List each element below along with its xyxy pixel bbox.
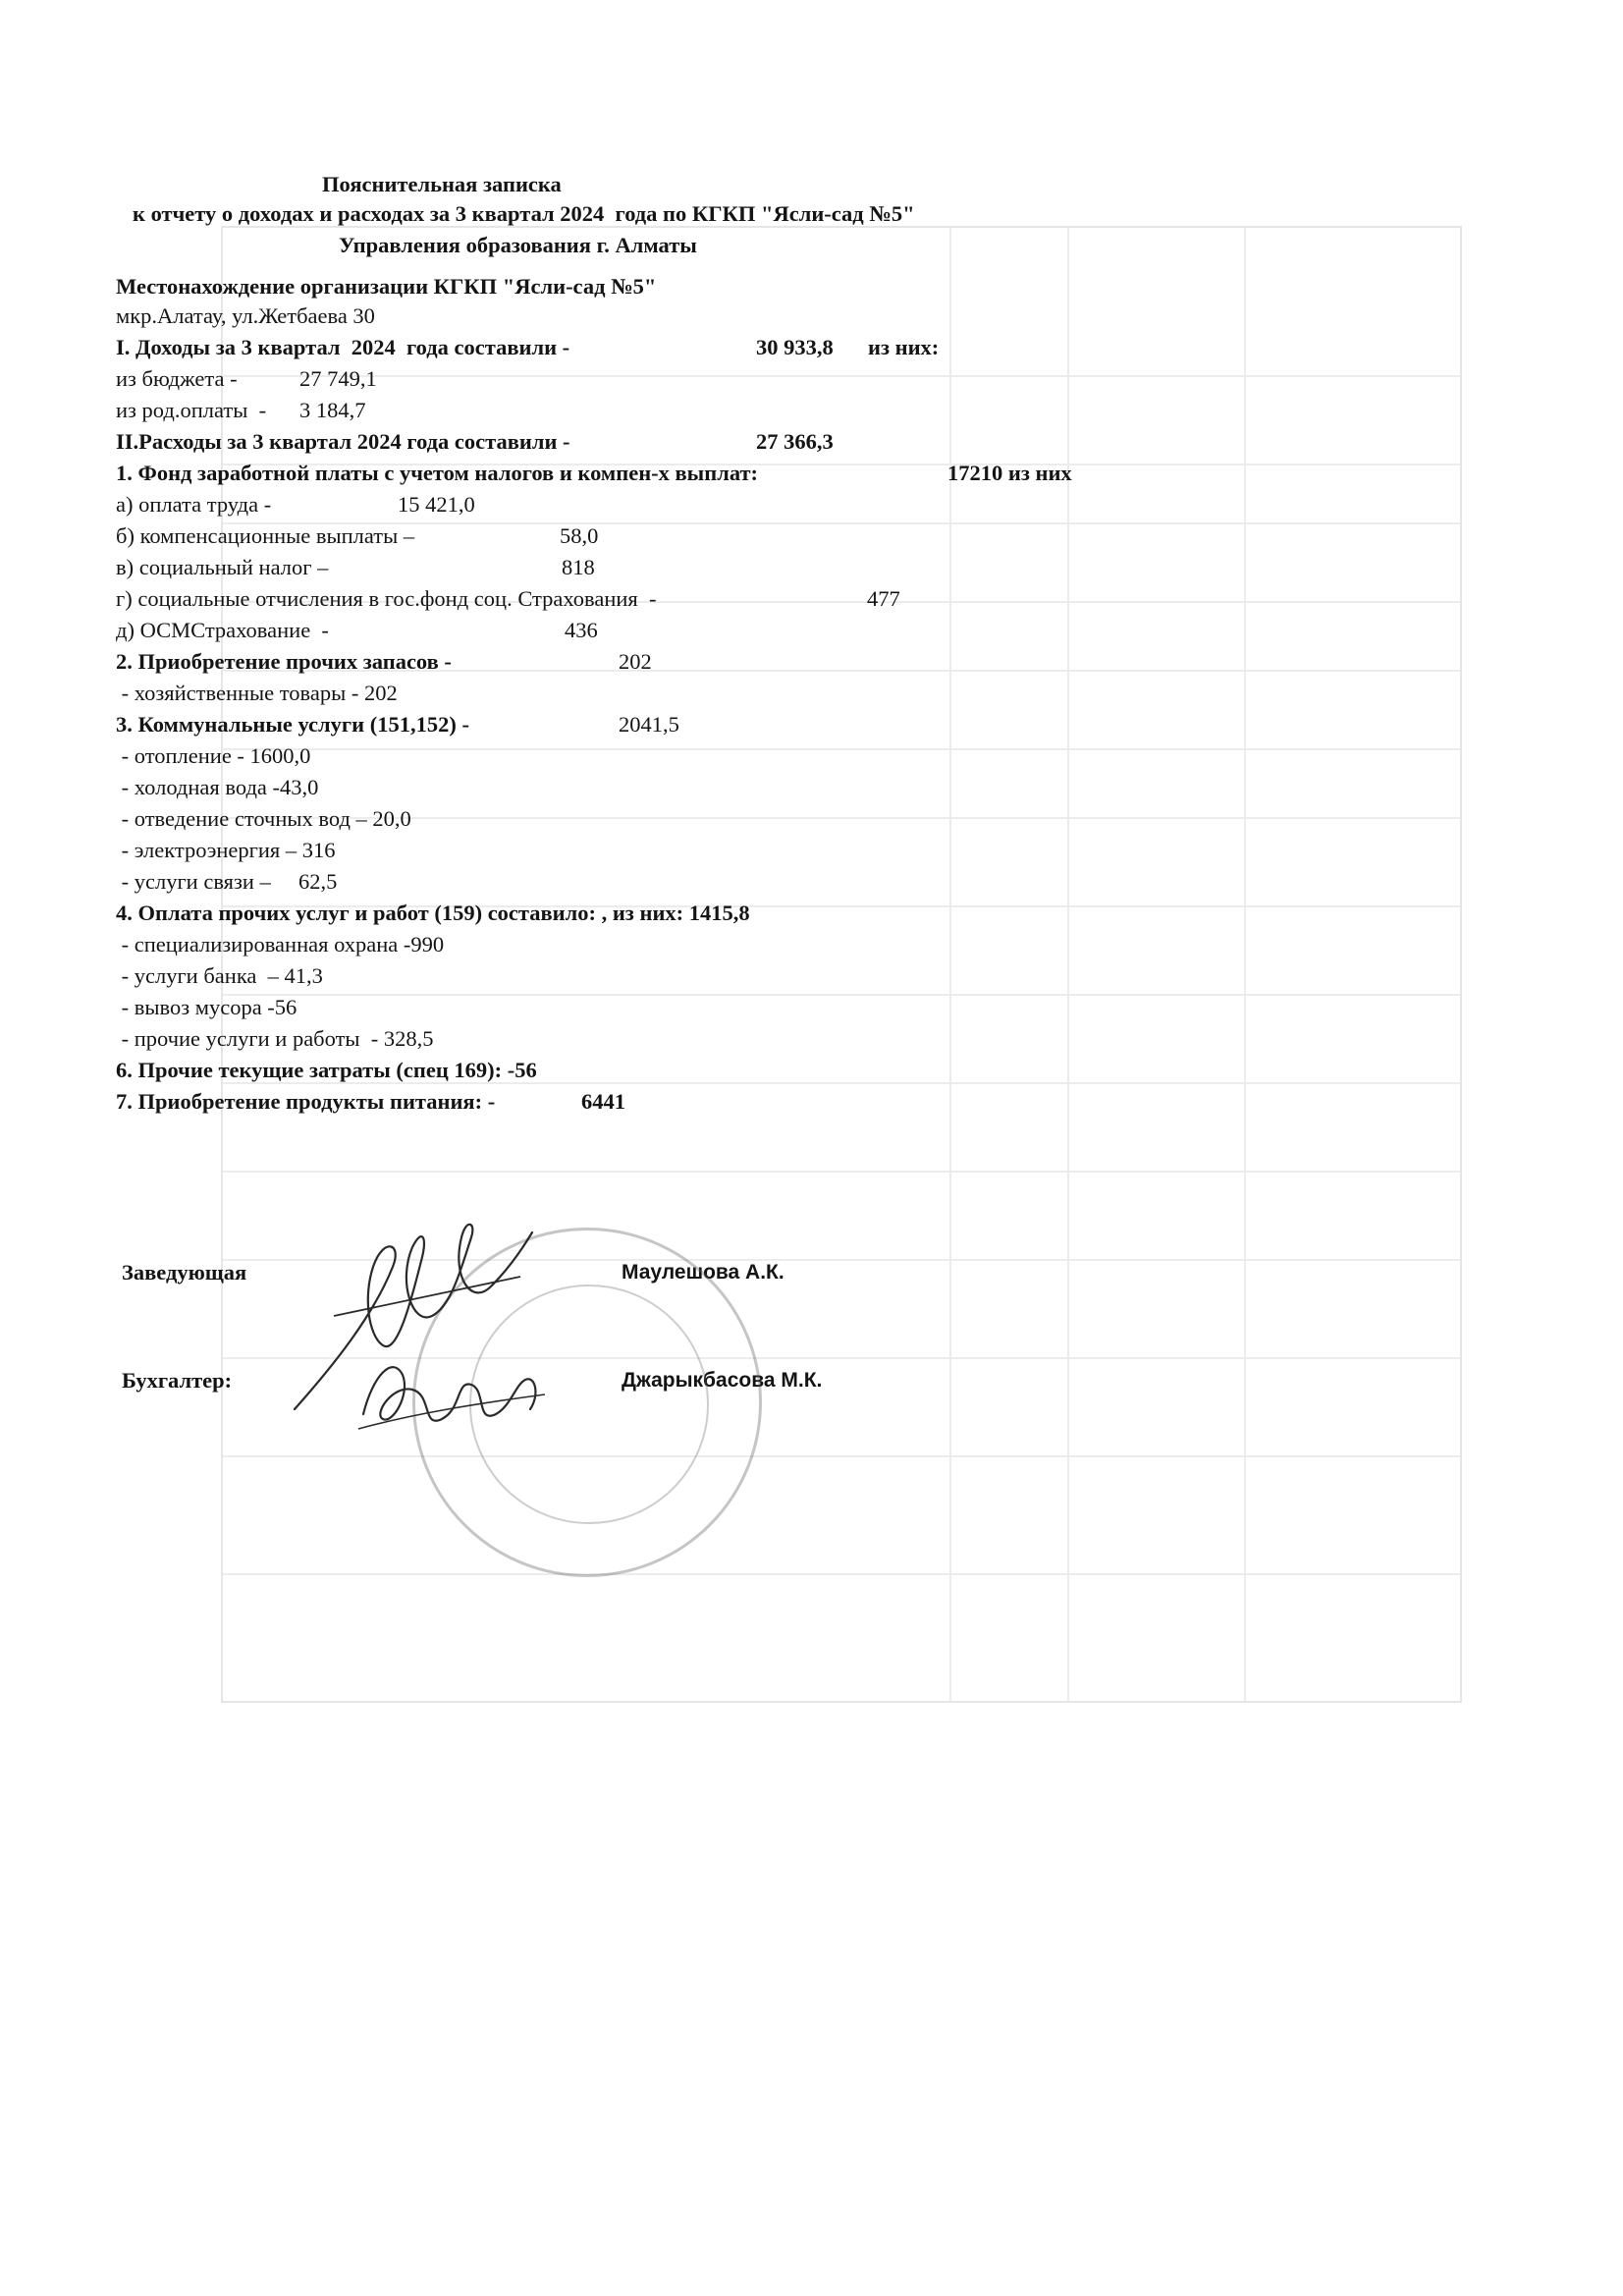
payroll-item-value: 15 421,0	[398, 492, 475, 517]
services-item: - услуги банка – 41,3	[116, 963, 323, 988]
income-total: 30 933,8	[756, 335, 834, 359]
services-item: - специализированная охрана -990	[116, 932, 445, 957]
utilities-item: - отопление - 1600,0	[116, 743, 311, 768]
utilities-item: - холодная вода -43,0	[116, 775, 319, 799]
expenses-total: 27 366,3	[756, 429, 834, 454]
location-address: мкр.Алатау, ул.Жетбаева 30	[116, 303, 375, 328]
head-name: Маулешова А.К.	[622, 1261, 784, 1284]
organization-name: Управления образования г. Алматы	[339, 233, 697, 257]
payroll-item-value: 477	[867, 586, 900, 611]
services-label: 4. Оплата прочих услуг и работ (159) составило: , из них: 1415,8	[116, 901, 750, 925]
page-title: Пояснительная записка	[322, 172, 562, 196]
payroll-item-label: а) оплата труда -	[116, 492, 272, 517]
supplies-value: 202	[619, 649, 652, 674]
utilities-item: - отведение сточных вод – 20,0	[116, 806, 411, 831]
payroll-item-value: 818	[562, 555, 595, 579]
payroll-item-value: 436	[565, 618, 598, 642]
payroll-item-label: г) социальные отчисления в гос.фонд соц. Страхования -	[116, 586, 657, 611]
payroll-label: 1. Фонд заработной платы с учетом налогов и компен-х выплат:	[116, 461, 759, 485]
utilities-label: 3. Коммунальные услуги (151,152) -	[116, 712, 469, 737]
head-label: Заведующая	[122, 1260, 247, 1285]
services-item: - прочие услуги и работы - 328,5	[116, 1026, 434, 1051]
supplies-label: 2. Приобретение прочих запасов -	[116, 649, 452, 674]
payroll-item-label: д) ОСМСтрахование -	[116, 618, 329, 642]
income-budget-value: 27 749,1	[299, 366, 377, 391]
income-parent-label: из род.оплаты -	[116, 398, 267, 422]
services-item: - вывоз мусора -56	[116, 995, 298, 1019]
utilities-item: - услуги связи – 62,5	[116, 869, 338, 894]
payroll-item-value: 58,0	[560, 523, 599, 548]
utilities-value: 2041,5	[619, 712, 679, 737]
expenses-label: II.Расходы за 3 квартал 2024 года составили -	[116, 429, 570, 454]
accountant-name: Джарыкбасова М.К.	[622, 1369, 823, 1392]
income-suffix: из них:	[868, 335, 940, 359]
page-subtitle: к отчету о доходах и расходах за 3 квартал 2024 года по КГКП "Ясли-сад №5"	[133, 201, 915, 226]
food-label: 7. Приобретение продукты питания: -	[116, 1089, 496, 1114]
income-label: I. Доходы за 3 квартал 2024 года составили -	[116, 335, 570, 359]
accountant-label: Бухгалтер:	[122, 1368, 233, 1393]
payroll-value: 17210 из них	[947, 461, 1072, 485]
income-budget-label: из бюджета -	[116, 366, 238, 391]
income-parent-value: 3 184,7	[299, 398, 366, 422]
payroll-item-label: в) социальный налог –	[116, 555, 329, 579]
accountant-signature	[353, 1336, 550, 1444]
location-label: Местонахождение организации КГКП "Ясли-сад №5"	[116, 274, 657, 299]
other-expenses: 6. Прочие текущие затраты (спец 169): -56	[116, 1058, 537, 1082]
payroll-item-label: б) компенсационные выплаты –	[116, 523, 415, 548]
supplies-item: - хозяйственные товары - 202	[116, 681, 398, 705]
utilities-item: - электроэнергия – 316	[116, 838, 336, 862]
food-value: 6441	[581, 1089, 625, 1114]
